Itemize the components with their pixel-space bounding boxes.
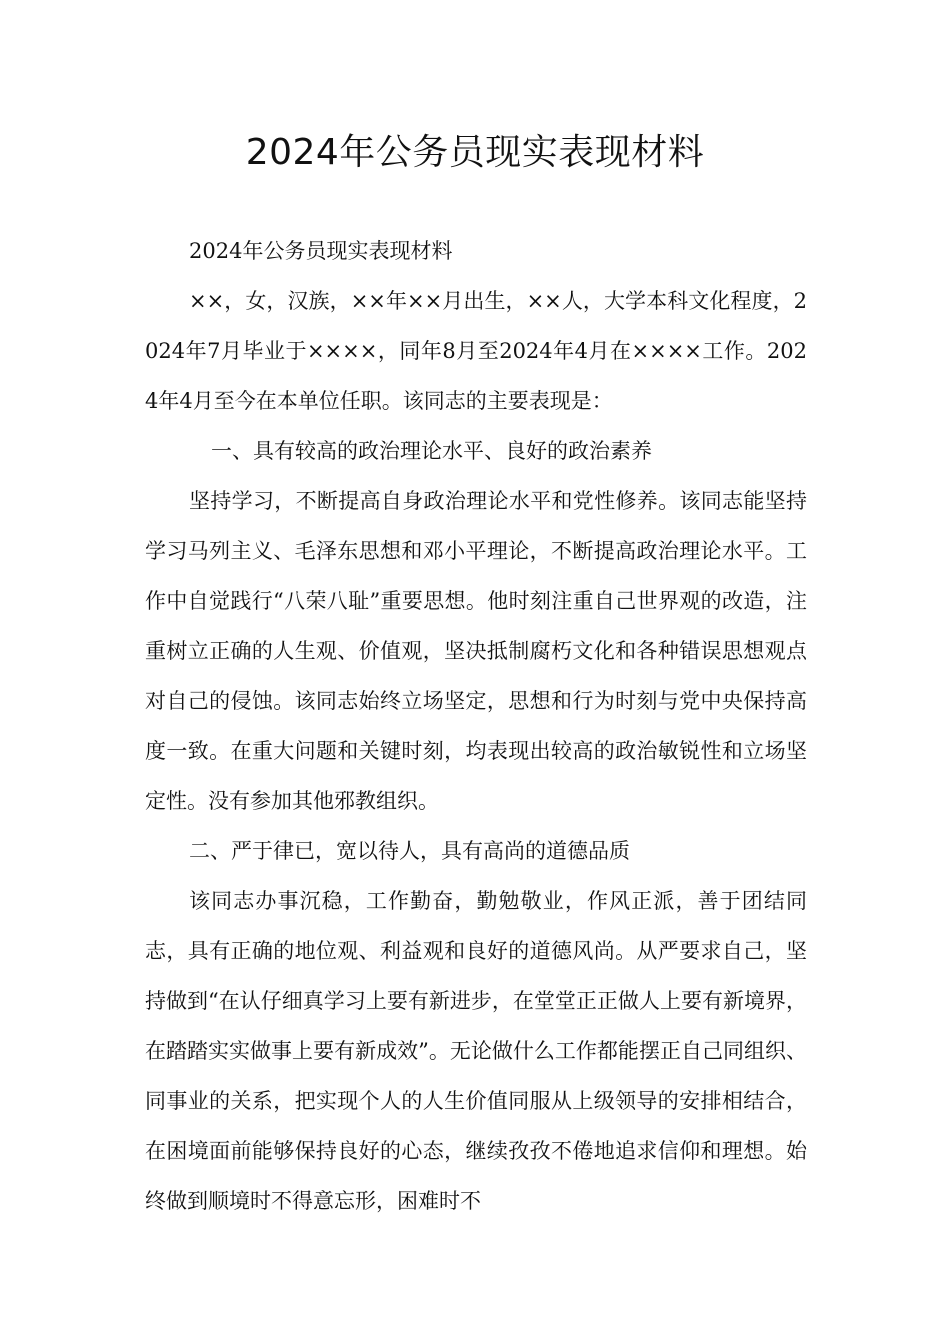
section-heading-2: 二、严于律已，宽以待人，具有高尚的道德品质 bbox=[189, 839, 630, 863]
section-heading-1: 一、具有较高的政治理论水平、良好的政治素养 bbox=[211, 439, 652, 463]
document-body bbox=[145, 226, 807, 1226]
paragraph-section-1: 坚持学习，不断提高自身政治理论水平和党性修养。该同志能坚持学习马列主义、毛泽东思想和邓小平理论，不断提高政治理论水平。工作中自觉践行“八荣八耻”重要思想。他时刻注重自己世界观的改造，注重树立正确的人生观、价值观，坚决抵制腐朽文化和各种错误思想观点对自己的侵蚀。该同志始终立场坚定，思想和行为时刻与党中央保持高度一致。在重大问题和关键时刻，均表现出较高的政治敏锐性和立场坚定性。没有参加其他邪教组织。 bbox=[145, 489, 807, 813]
paragraph-section-2: 该同志办事沉稳，工作勤奋，勤勉敬业，作风正派，善于团结同志，具有正确的地位观、利益观和良好的道德风尚。从严要求自己，坚持做到“在认仔细真学习上要有新进步，在堂堂正正做人上要有新境界，在踏踏实实做事上要有新成效”。无论做什么工作都能摆正自己同组织、同事业的关系，把实现个人的人生价值同服从上级领导的安排相结合，在困境面前能够保持良好的心态，继续孜孜不倦地追求信仰和理想。始终做到顺境时不得意忘形，困难时不 bbox=[145, 889, 807, 1213]
document-title: 2024年公务员现实表现材料 bbox=[245, 132, 705, 173]
paragraph-intro: ××，女，汉族，××年××月出生，××人，大学本科文化程度，2024年7月毕业于××××，同年8月至2024年4月在××××工作。2024年4月至今在本单位任职。该同志的主要表现是： bbox=[145, 289, 807, 413]
paragraph-subtitle: 2024年公务员现实表现材料 bbox=[189, 239, 453, 263]
